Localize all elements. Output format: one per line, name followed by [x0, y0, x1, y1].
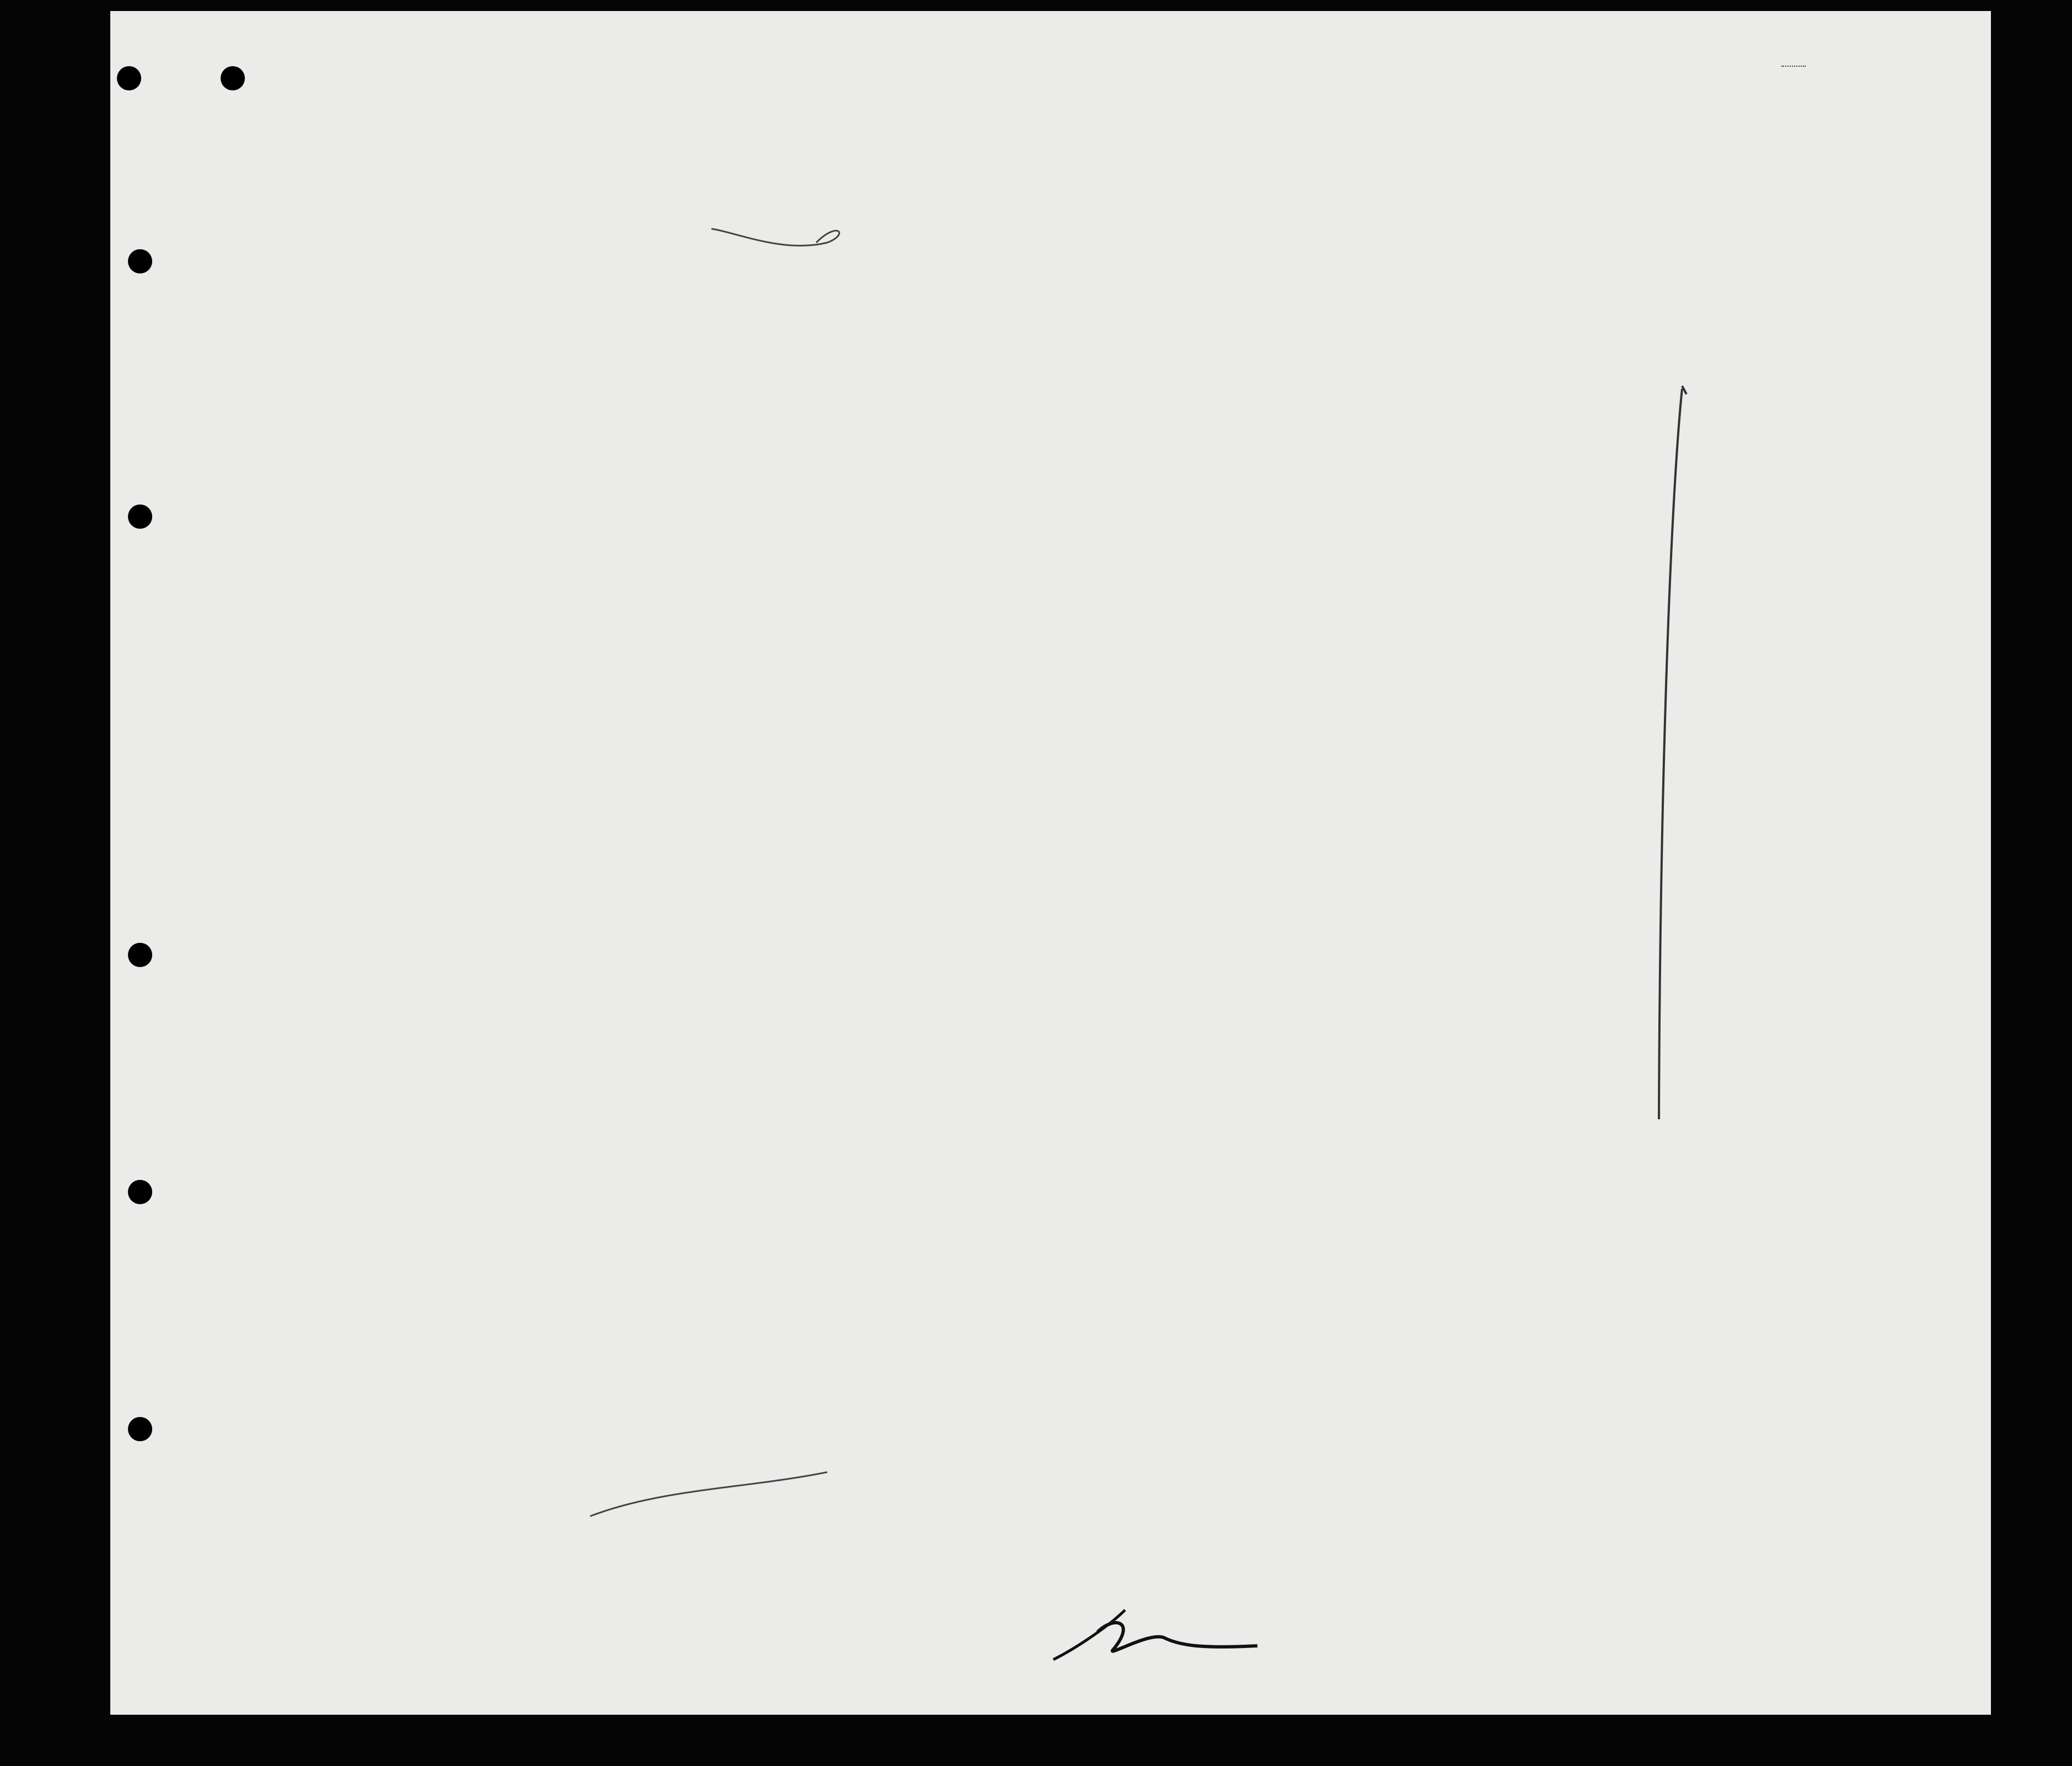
header-scribble — [711, 229, 839, 246]
inspector-signature — [1097, 1623, 1257, 1651]
remark-ditto-line — [1659, 389, 1682, 1119]
pencil-stroke — [590, 1472, 827, 1516]
